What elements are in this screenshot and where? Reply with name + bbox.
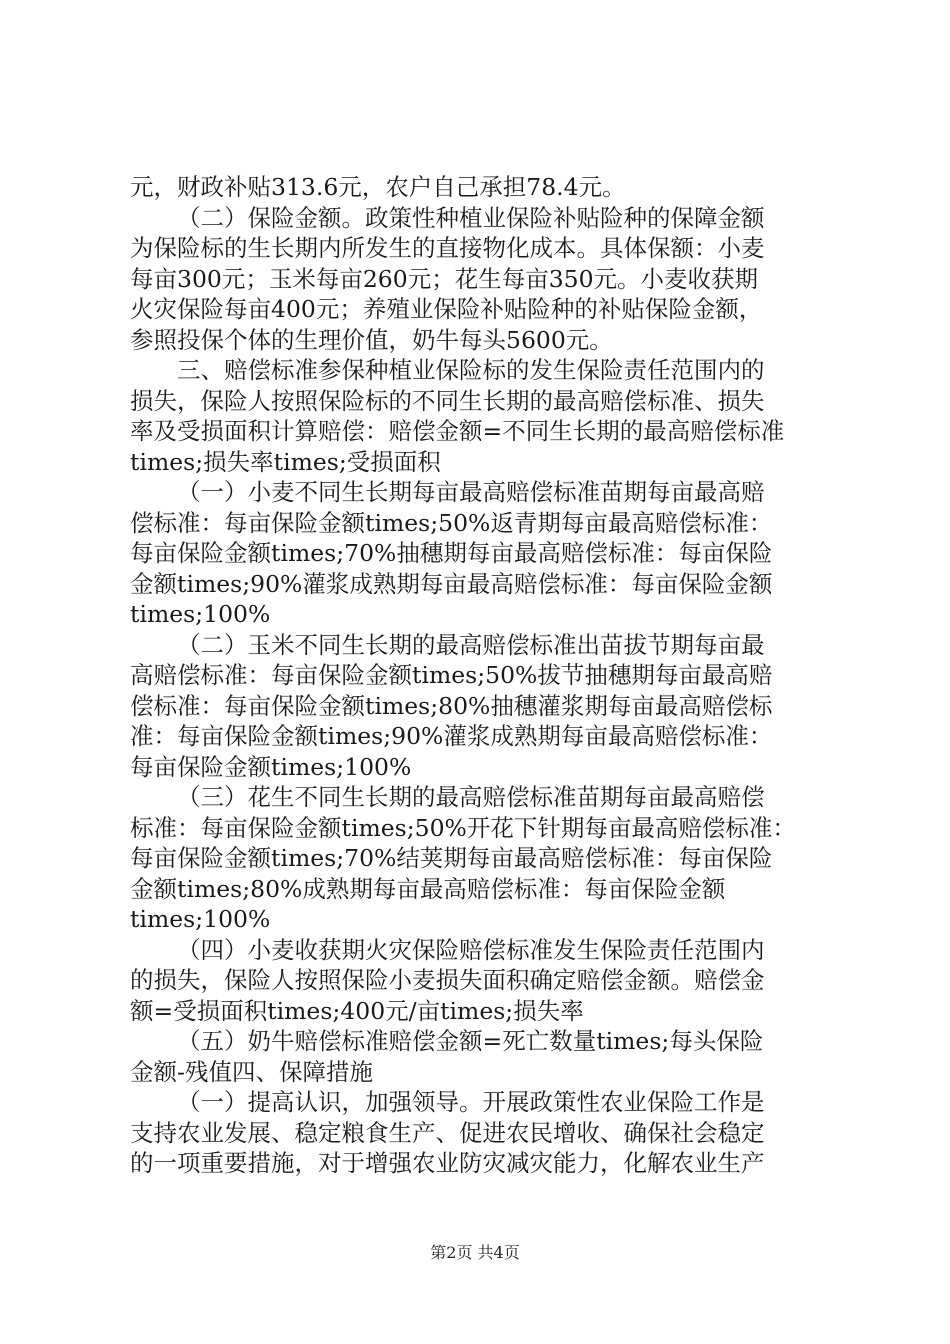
text-line: 每亩保险金额times;70%抽穗期每亩最高赔偿标准：每亩保险	[130, 539, 773, 567]
text-line: 参照投保个体的生理价值，奶牛每头5600元。	[130, 325, 613, 354]
text-line: 为保险标的生长期内所发生的直接物化成本。具体保额：小麦	[130, 234, 765, 262]
text-line: 金额times;80%成熟期每亩最高赔偿标准：每亩保险金额	[130, 874, 726, 903]
text-line: 率及受损面积计算赔偿：赔偿金额=不同生长期的最高赔偿标准	[130, 417, 785, 445]
text-line: （五）奶牛赔偿标准赔偿金额=死亡数量times;每头保险	[177, 1027, 764, 1055]
text-line: times;100%	[130, 600, 271, 628]
text-line: 标准：每亩保险金额times;50%开花下针期每亩最高赔偿标准：	[130, 813, 796, 842]
text-line: 金额times;90%灌浆成熟期每亩最高赔偿标准：每亩保险金额	[130, 569, 773, 598]
text-line: （一）提高认识，加强领导。开展政策性农业保险工作是	[177, 1088, 765, 1116]
text-line: （三）花生不同生长期的最高赔偿标准苗期每亩最高赔偿	[177, 783, 765, 811]
text-line: 火灾保险每亩400元；养殖业保险补贴险种的补贴保险金额，	[130, 295, 763, 323]
text-line: times;损失率times;受损面积	[130, 447, 441, 476]
text-line: （二）保险金额。政策性种植业保险补贴险种的保障金额	[177, 203, 765, 232]
page-footer: 第2页 共4页	[430, 1243, 520, 1262]
text-line: 额=受损面积times;400元/亩times;损失率	[130, 996, 584, 1025]
text-line: （四）小麦收获期火灾保险赔偿标准发生保险责任范围内	[177, 935, 765, 964]
text-line: 准：每亩保险金额times;90%灌浆成熟期每亩最高赔偿标准：	[130, 722, 773, 750]
text-line: 元，财政补贴313.6元，农户自己承担78.4元。	[130, 173, 626, 201]
text-line: 损失，保险人按照保险标的不同生长期的最高赔偿标准、损失	[130, 386, 765, 415]
text-line: 每亩保险金额times;70%结荚期每亩最高赔偿标准：每亩保险	[130, 844, 773, 872]
text-line: 的损失，保险人按照保险小麦损失面积确定赔偿金额。赔偿金	[130, 966, 765, 994]
text-line: 的一项重要措施，对于增强农业防灾减灾能力，化解农业生产	[130, 1149, 765, 1177]
document-body	[130, 172, 830, 1179]
text-line: 高赔偿标准：每亩保险金额times;50%拔节抽穗期每亩最高赔	[130, 661, 773, 689]
text-line: （一）小麦不同生长期每亩最高赔偿标准苗期每亩最高赔	[177, 478, 765, 506]
text-line: 三、赔偿标准参保种植业保险标的发生保险责任范围内的	[177, 356, 765, 384]
text-line: （二）玉米不同生长期的最高赔偿标准出苗拔节期每亩最	[177, 630, 765, 659]
text-line: 金额-残值四、保障措施	[130, 1057, 373, 1086]
text-line: 偿标准：每亩保险金额times;80%抽穗灌浆期每亩最高赔偿标	[130, 691, 773, 720]
text-line: 支持农业发展、稳定粮食生产、促进农民增收、确保社会稳定	[130, 1118, 765, 1147]
text-line: 每亩保险金额times;100%	[130, 752, 412, 781]
text-line: 每亩300元；玉米每亩260元；花生每亩350元。小麦收获期	[130, 264, 759, 293]
text-line: 偿标准：每亩保险金额times;50%返青期每亩最高赔偿标准：	[130, 508, 773, 537]
text-line: times;100%	[130, 905, 271, 933]
